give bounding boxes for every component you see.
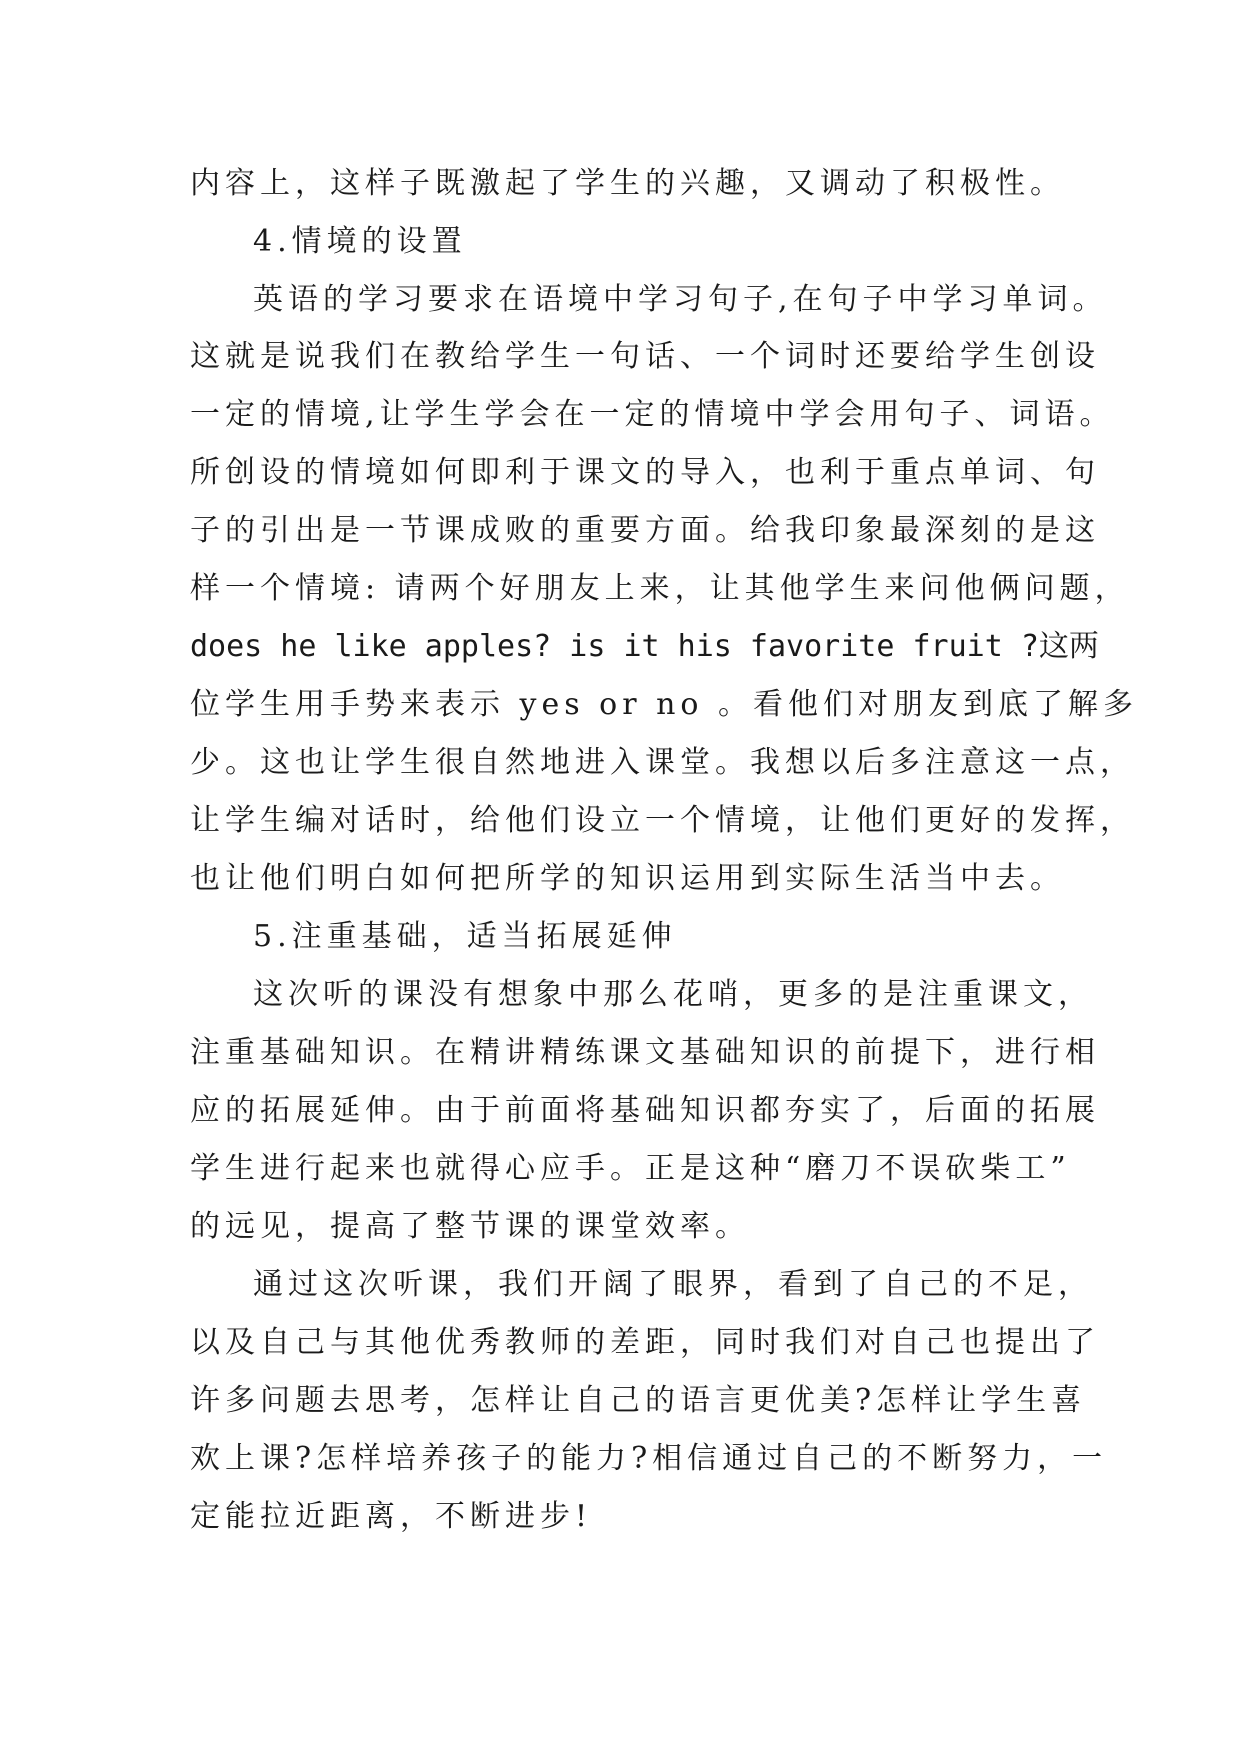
text-line: 以及自己与其他优秀教师的差距，同时我们对自己也提出了 bbox=[190, 1325, 1100, 1360]
text-line: 让学生编对话时，给他们设立一个情境，让他们更好的发挥， bbox=[190, 803, 1135, 838]
text-line: 子的引出是一节课成败的重要方面。给我印象最深刻的是这 bbox=[190, 513, 1100, 548]
text-line: 样一个情境: 请两个好朋友上来，让其他学生来问他俩问题， bbox=[190, 571, 1130, 606]
text-line: 许多问题去思考，怎样让自己的语言更优美?怎样让学生喜 bbox=[190, 1383, 1087, 1418]
text-line: 应的拓展延伸。由于前面将基础知识都夯实了，后面的拓展 bbox=[190, 1093, 1100, 1128]
text-line: 所创设的情境如何即利于课文的导入，也利于重点单词、句 bbox=[190, 455, 1100, 490]
text-line: 定能拉近距离，不断进步! bbox=[190, 1499, 593, 1534]
text-line: 这次听的课没有想象中那么花哨，更多的是注重课文， bbox=[253, 977, 1093, 1012]
text-line: 也让他们明白如何把所学的知识运用到实际生活当中去。 bbox=[190, 861, 1065, 896]
section-heading: 4.情境的设置 bbox=[253, 224, 467, 259]
text-line: 少。这也让学生很自然地进入课堂。我想以后多注意这一点， bbox=[190, 745, 1135, 780]
text-line: 注重基础知识。在精讲精练课文基础知识的前提下，进行相 bbox=[190, 1035, 1100, 1070]
text-line: 的远见，提高了整节课的课堂效率。 bbox=[190, 1209, 750, 1244]
text-line: 这就是说我们在教给学生一句话、一个词时还要给学生创设 bbox=[190, 339, 1100, 374]
text-line: does he like apples? is it his favorite fruit ?这两 bbox=[190, 629, 1099, 664]
section-heading: 5.注重基础，适当拓展延伸 bbox=[253, 919, 677, 954]
text-line: 学生进行起来也就得心应手。正是这种“磨刀不误砍柴工” bbox=[190, 1151, 1071, 1186]
text-line: 通过这次听课，我们开阔了眼界，看到了自己的不足， bbox=[253, 1267, 1093, 1302]
text-line: 一定的情境,让学生学会在一定的情境中学会用句子、词语。 bbox=[190, 397, 1115, 432]
text-line: 英语的学习要求在语境中学习句子,在句子中学习单词。 bbox=[253, 282, 1108, 317]
text-line: 内容上，这样子既激起了学生的兴趣，又调动了积极性。 bbox=[190, 166, 1065, 201]
text-line: 位学生用手势来表示 yes or no 。看他们对朋友到底了解多 bbox=[190, 687, 1139, 722]
text-line: 欢上课?怎样培养孩子的能力?相信通过自己的不断努力，一 bbox=[190, 1441, 1108, 1476]
